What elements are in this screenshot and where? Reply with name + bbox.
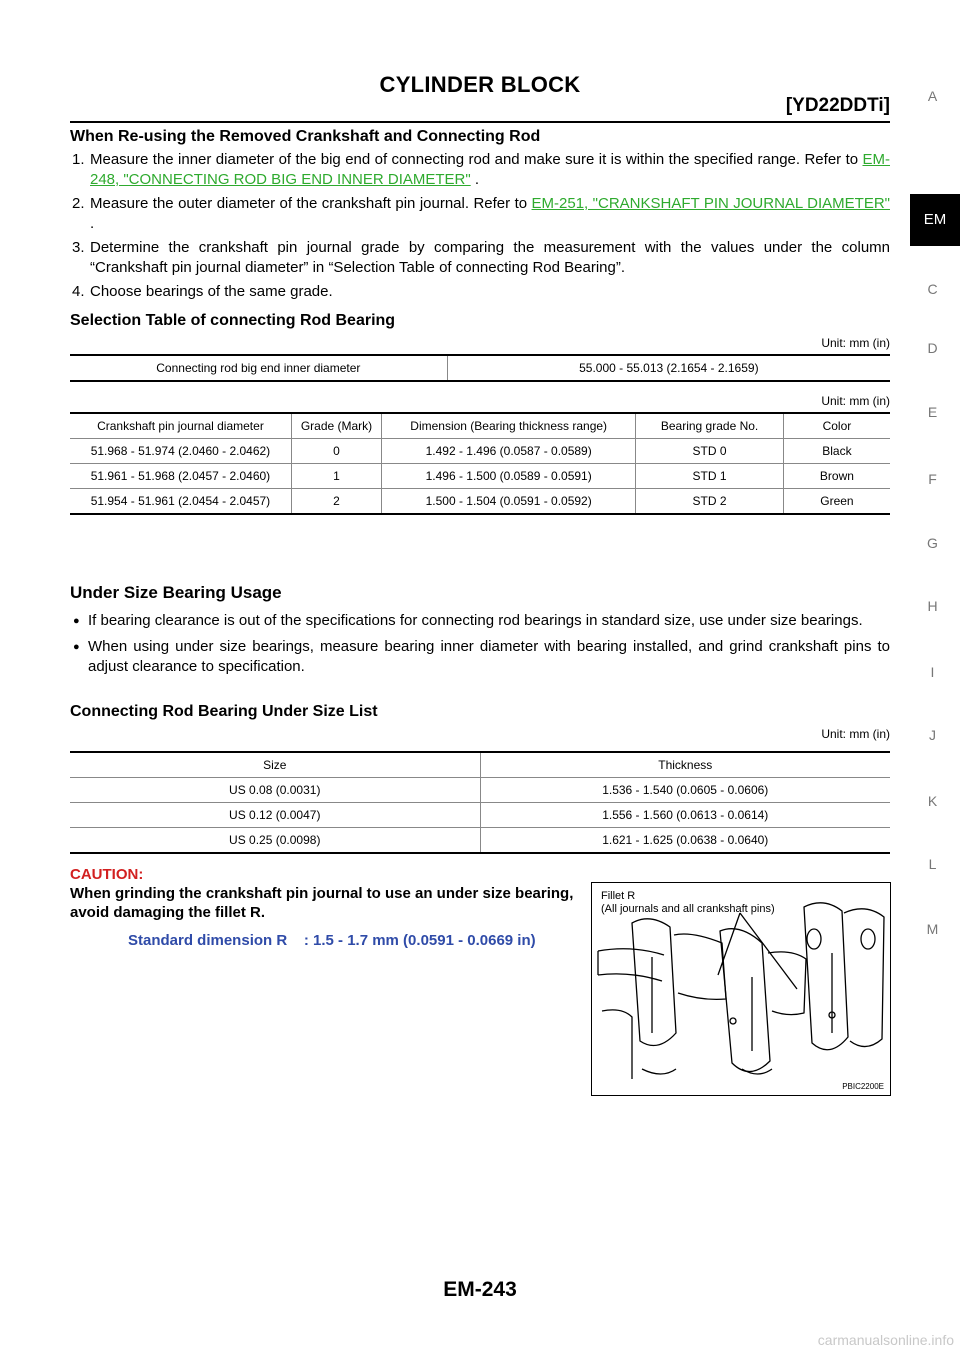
table-header-cell: Dimension (Bearing thickness range) <box>382 413 636 439</box>
bullet-icon: ● <box>73 615 80 627</box>
side-index-a[interactable]: A <box>927 88 938 104</box>
table-header-cell: Grade (Mark) <box>291 413 381 439</box>
table-cell: 51.954 - 51.961 (2.0454 - 2.0457) <box>70 489 291 515</box>
table-row <box>70 828 890 854</box>
table-cell: 1.536 - 1.540 (0.0605 - 0.0606) <box>480 778 890 803</box>
side-index-k[interactable]: K <box>927 793 938 809</box>
link-em-251[interactable]: EM-251, "CRANKSHAFT PIN JOURNAL DIAMETER" <box>531 195 890 212</box>
step-item <box>70 194 890 234</box>
side-index-e[interactable]: E <box>927 404 938 420</box>
table-row <box>70 439 890 464</box>
unit-note: Unit: mm (in) <box>821 394 890 408</box>
step-number: 3. <box>72 239 85 256</box>
step-item <box>70 282 890 302</box>
standard-dimension: Standard dimension R : 1.5 - 1.7 mm (0.0591 - 0.0669 in) <box>128 932 536 949</box>
step-text-end: . <box>90 215 95 232</box>
figure-caption-detail: (All journals and all crankshaft pins) <box>601 903 775 915</box>
side-index-f[interactable]: F <box>928 471 937 487</box>
caution-text: When grinding the crankshaft pin journal to use an under size bearing, avoid damaging the fillet R. <box>70 885 574 921</box>
table-row <box>70 778 890 803</box>
table-header-row <box>70 752 890 778</box>
header-rule <box>70 121 890 123</box>
main-content <box>70 128 890 949</box>
page-title: CYLINDER BLOCK <box>379 72 581 97</box>
watermark: carmanualsonline.info <box>817 1332 954 1348</box>
step-text: Measure the inner diameter of the big end of connecting rod and make sure it is within the specified range. Refer to <box>90 151 863 168</box>
table-cell: US 0.08 (0.0031) <box>70 778 480 803</box>
side-index-g[interactable]: G <box>927 535 938 551</box>
table-row <box>70 489 890 515</box>
table-cell: 2 <box>291 489 381 515</box>
side-index-em-active[interactable]: EM <box>910 194 960 246</box>
step-item <box>70 238 890 278</box>
table-header-cell: Crankshaft pin journal diameter <box>70 413 291 439</box>
step-text-end: . <box>470 171 480 188</box>
table-cell: 1 <box>291 464 381 489</box>
page-number: EM-243 <box>443 1278 517 1301</box>
table-row <box>70 803 890 828</box>
table-cell: Green <box>783 489 890 515</box>
table-cell: STD 2 <box>636 489 784 515</box>
table-cell: 1.621 - 1.625 (0.0638 - 0.0640) <box>480 828 890 854</box>
table-header-cell: Size <box>70 752 480 778</box>
undersize-table <box>70 751 890 854</box>
table-cell: STD 1 <box>636 464 784 489</box>
side-index-m[interactable]: M <box>926 921 939 937</box>
table-header-cell: Thickness <box>480 752 890 778</box>
bullet-icon: ● <box>73 641 80 653</box>
side-index-d[interactable]: D <box>927 340 938 356</box>
section-heading-reuse: When Re-using the Removed Crankshaft and Connecting Rod <box>70 128 541 145</box>
side-index-h[interactable]: H <box>927 598 938 614</box>
table-header-row <box>70 413 890 439</box>
section-heading-selection: Selection Table of connecting Rod Bearing <box>70 312 396 329</box>
side-index-i[interactable]: I <box>930 664 935 680</box>
crankshaft-illustration <box>592 883 890 1095</box>
step-number: 4. <box>72 283 85 300</box>
table-cell: 1.496 - 1.500 (0.0589 - 0.0591) <box>382 464 636 489</box>
side-index-l[interactable]: L <box>928 856 937 872</box>
table-cell: 1.492 - 1.496 (0.0587 - 0.0589) <box>382 439 636 464</box>
bullet-text: When using under size bearings, measure bearing inner diameter with bearing installed, and grind crankshaft pins to adjust clearance to specification. <box>88 638 890 675</box>
table-cell: 1.500 - 1.504 (0.0591 - 0.0592) <box>382 489 636 515</box>
engine-code: [YD22DDTi] <box>785 95 890 116</box>
figure-caption-title: Fillet R <box>601 890 636 902</box>
bullet-item <box>70 637 890 677</box>
reuse-steps <box>70 150 890 302</box>
step-item <box>70 150 890 190</box>
step-text: Measure the outer diameter of the crankshaft pin journal. Refer to <box>90 195 532 212</box>
table-header-cell: Color <box>783 413 890 439</box>
table-row <box>70 464 890 489</box>
bullet-text: If bearing clearance is out of the specifications for connecting rod bearings in standard size, use under size bearings. <box>88 612 863 629</box>
bullet-item <box>70 611 890 631</box>
step-number: 2. <box>72 195 85 212</box>
table-row <box>70 355 890 381</box>
table-header-cell: Bearing grade No. <box>636 413 784 439</box>
undersize-bullets <box>70 611 890 677</box>
table-cell: 51.961 - 51.968 (2.0457 - 2.0460) <box>70 464 291 489</box>
figure-code: PBIC2200E <box>842 1082 884 1091</box>
table-cell: US 0.12 (0.0047) <box>70 803 480 828</box>
section-heading-undersize: Under Size Bearing Usage <box>70 583 282 602</box>
link-em-248[interactable]: EM-248, "CONNECTING ROD BIG END INNER DIAMETER" <box>90 151 890 188</box>
table-cell: 0 <box>291 439 381 464</box>
step-text: Choose bearings of the same grade. <box>90 283 333 300</box>
side-index-j[interactable]: J <box>929 727 936 743</box>
bearing-selection-table <box>70 412 890 515</box>
table-cell: STD 0 <box>636 439 784 464</box>
table-cell: 1.556 - 1.560 (0.0613 - 0.0614) <box>480 803 890 828</box>
crankshaft-fillet-figure <box>591 882 891 1096</box>
table-cell: 55.000 - 55.013 (2.1654 - 2.1659) <box>447 355 890 381</box>
table-cell: Connecting rod big end inner diameter <box>70 355 447 381</box>
table-cell: US 0.25 (0.0098) <box>70 828 480 854</box>
side-index-c[interactable]: C <box>927 281 938 297</box>
section-heading-undersize-list: Connecting Rod Bearing Under Size List <box>70 703 378 720</box>
table-cell: Black <box>783 439 890 464</box>
unit-note: Unit: mm (in) <box>821 336 890 350</box>
table-cell: 51.968 - 51.974 (2.0460 - 2.0462) <box>70 439 291 464</box>
unit-note: Unit: mm (in) <box>821 727 890 741</box>
step-text: Determine the crankshaft pin journal grade by comparing the measurement with the values under the column “Crankshaft pin journal diameter” in “Selection Table of connecting Rod Bearing”. <box>90 239 890 276</box>
table-cell: Brown <box>783 464 890 489</box>
step-number: 1. <box>72 151 85 168</box>
caution-label: CAUTION: <box>70 866 144 883</box>
big-end-table <box>70 354 890 382</box>
